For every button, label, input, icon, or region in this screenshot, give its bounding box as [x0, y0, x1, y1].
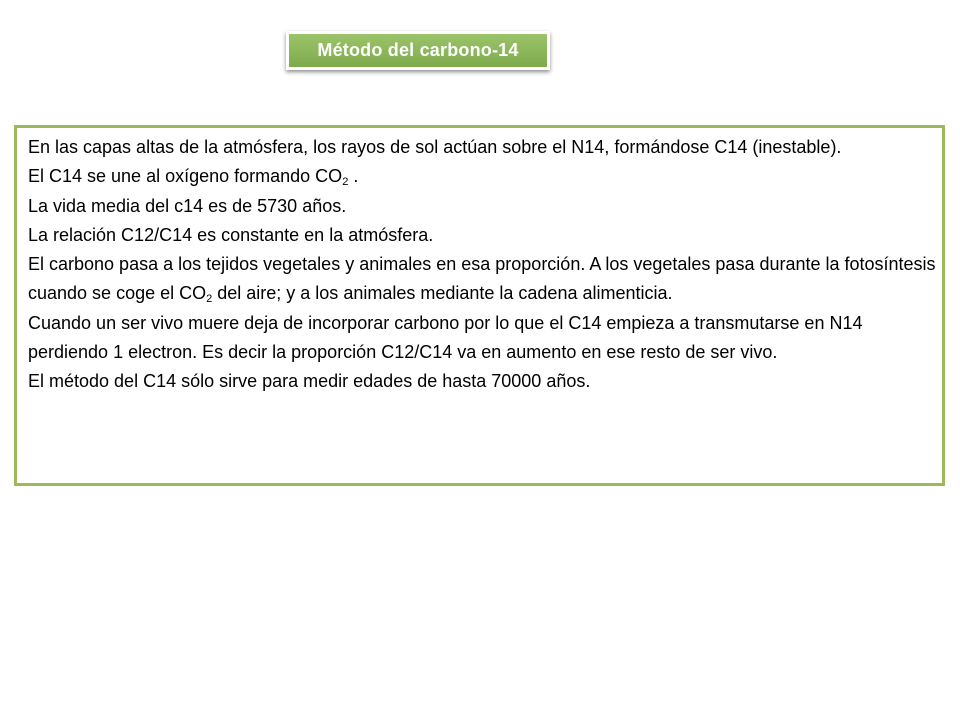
co2-subscript: 2	[342, 176, 349, 189]
co2-subscript-2: 2	[206, 293, 213, 306]
paragraph-co2-text: El C14 se une al oxígeno formando CO	[28, 166, 343, 187]
paragraph-death-decay: Cuando un ser vivo muere deja de incorporar carbono por lo que el C14 empieza a transmutarse en N14 perdiendo 1 electron. Es decir la proporción C12/C14 va en aumento en ese resto de ser vivo.	[28, 312, 863, 363]
paragraph-carbon-transfer-text: El carbono pasa a los tejidos vegetales y animales en esa proporción. A los vegetales pasa durante la fotosíntesis cuando se coge el CO	[28, 254, 936, 304]
content-text-box	[14, 125, 945, 486]
paragraph-carbon-transfer	[28, 250, 937, 309]
paragraph-carbon-transfer-end: del aire; y a los animales mediante la cadena alimenticia.	[212, 283, 673, 304]
paragraph-limit: El método del C14 sólo sirve para medir edades de hasta 70000 años.	[28, 371, 591, 392]
paragraph-half-life: La vida media del c14 es de 5730 años.	[28, 195, 347, 216]
slide-title-badge	[286, 31, 550, 70]
slide-title: Método del carbono-14	[317, 40, 519, 60]
paragraph-ratio: La relación C12/C14 es constante en la atmósfera.	[28, 224, 434, 245]
paragraph-co2	[28, 162, 937, 191]
paragraph-co2-end: .	[348, 166, 359, 187]
paragraph-atmosphere: En las capas altas de la atmósfera, los rayos de sol actúan sobre el N14, formándose C14 (inestable).	[28, 137, 842, 157]
